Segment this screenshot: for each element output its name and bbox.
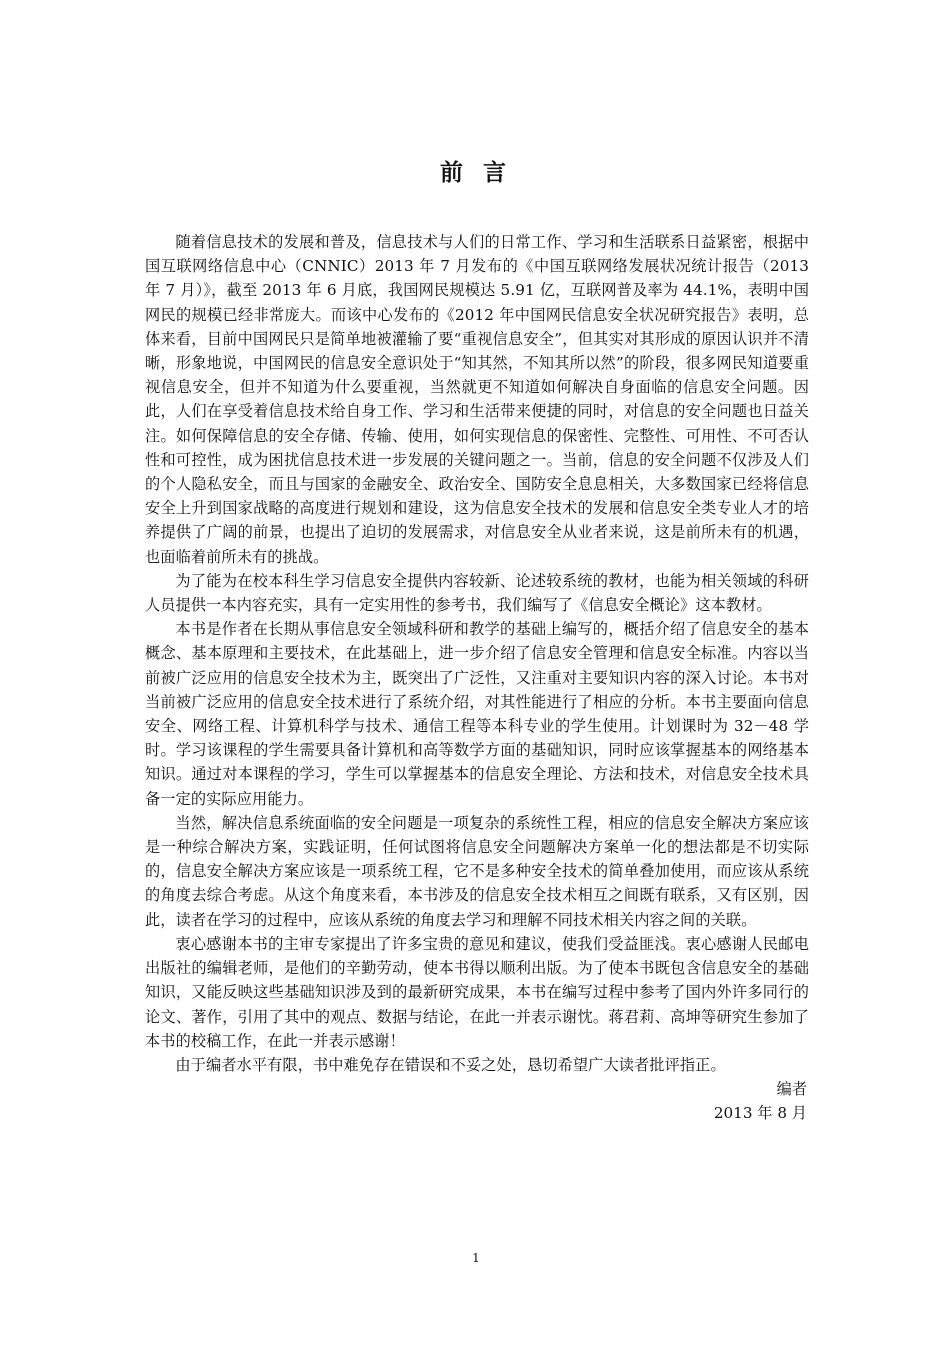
signature-author: 编者 <box>776 1080 807 1099</box>
paragraph-2: 为了能为在校本科生学习信息安全提供内容较新、论述较系统的教材，也能为相关领域的科研人员提供一本内容充实，具有一定实用性的参考书，我们编写了《信息安全概论》这本教材。 <box>145 571 809 615</box>
paragraph-3: 本书是作者在长期从事信息安全领域科研和教学的基础上编写的，概括介绍了信息安全的基本概念、基本原理和主要技术，在此基础上，进一步介绍了信息安全管理和信息安全标准。内容以当前被广泛应用的信息安全技术为主，既突出了广泛性，又注重对主要知识内容的深入讨论。本书对当前被广泛应用的信息安全技术进行了系统介绍，对其性能进行了相应的分析。本书主要面向信息安全、网络工程、计算机科学与技术、通信工程等本科专业的学生使用。计划课时为 32－48 学时。学习该课程的学生需要具备计算机和高等数学方面的基础知识，同时应该掌握基本的网络基本知识。通过对本课程的学习，学生可以掌握基本的信息安全理论、方法和技术，对信息安全技术具备一定的实际应用能力。 <box>145 620 809 808</box>
page-title: 前 言 <box>439 159 512 186</box>
paragraph-4: 当然，解决信息系统面临的安全问题是一项复杂的系统性工程，相应的信息安全解决方案应该是一种综合解决方案，实践证明，任何试图将信息安全问题解决方案单一化的想法都是不切实际的，信息安全解决方案应该是一项系统工程，它不是多种安全技术的简单叠加使用，而应该从系统的角度去综合考虑。从这个角度来看，本书涉及的信息安全技术相互之间既有联系，又有区别，因此，读者在学习的过程中，应该从系统的角度去学习和理解不同技术相关内容之间的关联。 <box>145 813 809 929</box>
preface-body <box>145 230 809 1126</box>
signature-date: 2013 年 8 月 <box>713 1104 807 1123</box>
paragraph-5: 衷心感谢本书的主审专家提出了许多宝贵的意见和建议，使我们受益匪浅。衷心感谢人民邮电出版社的编辑老师，是他们的辛勤劳动，使本书得以顺利出版。为了使本书既包含信息安全的基础知识，又能反映这些基础知识涉及到的最新研究成果，本书在编写过程中参考了国内外许多同行的论文、著作，引用了其中的观点、数据与结论，在此一并表示谢忱。蒋君莉、高坤等研究生参加了本书的校稿工作，在此一并表示感谢！ <box>145 934 809 1050</box>
paragraph-6: 由于编者水平有限，书中难免存在错误和不妥之处，恳切希望广大读者批评指正。 <box>175 1055 726 1074</box>
paragraph-1: 随着信息技术的发展和普及，信息技术与人们的日常工作、学习和生活联系日益紧密，根据中国互联网络信息中心（CNNIC）2013 年 7 月发布的《中国互联网络发展状况统计报告（2013 年 7 月）》，截至 2013 年 6 月底，我国网民规模达 5.91 亿，互联网普及率为 44.1%，表明中国网民的规模已经非常庞大。而该中心发布的《2012 年中国网民信息安全状况研究报告》表明，总体来看，目前中国网民只是简单地被灌输了要“重视信息安全”，但其实对其形成的原因认识并不清晰，形象地说，中国网民的信息安全意识处于“知其然，不知其所以然”的阶段，很多网民知道要重视信息安全，但并不知道为什么要重视，当然就更不知道如何解决自身面临的信息安全问题。因此，人们在享受着信息技术给自身工作、学习和生活带来便捷的同时，对信息的安全问题也日益关注。如何保障信息的安全存储、传输、使用，如何实现信息的保密性、完整性、可用性、不可否认性和可控性，成为困扰信息技术进一步发展的关键问题之一。当前，信息的安全问题不仅涉及人们的个人隐私安全，而且与国家的金融安全、政治安全、国防安全息息相关，大多数国家已经将信息安全上升到国家战略的高度进行规划和建设，这为信息安全技术的发展和信息安全类专业人才的培养提供了广阔的前景，也提出了迫切的发展需求，对信息安全从业者来说，这是前所未有的机遇，也面临着前所未有的挑战。 <box>145 233 809 566</box>
page-number: 1 <box>472 1251 480 1265</box>
